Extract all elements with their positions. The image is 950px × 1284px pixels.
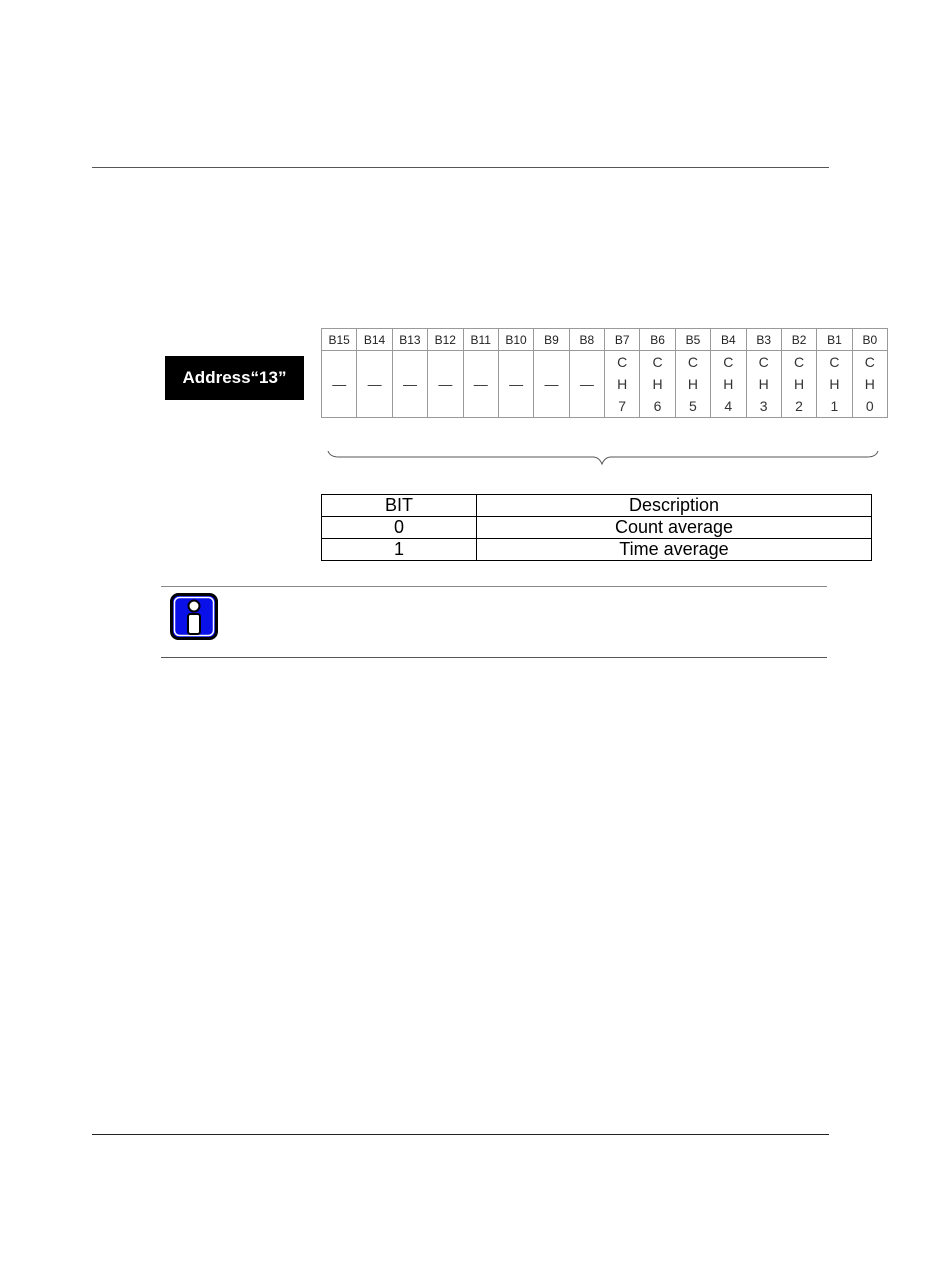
description-header-row [322,495,872,517]
reserved-mark: — [473,376,488,392]
channel-bit [746,351,781,418]
bit-header: B10 [498,329,533,351]
channel-letter-h: H [617,376,628,392]
top-rule [92,167,829,168]
bit-column-header: BIT [322,495,477,517]
channel-number: 4 [724,398,733,414]
bit-header: B2 [781,329,816,351]
channel-letter-c: C [687,354,698,370]
channel-letter-h: H [829,376,840,392]
channel-letter-c: C [829,354,840,370]
channel-letter-h: H [794,376,805,392]
bit-register-table [321,328,888,418]
bit-header: B3 [746,329,781,351]
bit-header: B1 [817,329,852,351]
reserved-mark: — [544,376,559,392]
bit-header-row [322,329,888,351]
note-bottom-rule [161,657,827,658]
channel-bit [852,351,887,418]
channel-letter-c: C [864,354,875,370]
channel-letter-c: C [758,354,769,370]
channel-bit [640,351,675,418]
channel-bit [781,351,816,418]
reserved-mark: — [438,376,453,392]
channel-letter-c: C [652,354,663,370]
channel-number: 7 [618,398,627,414]
info-icon [170,593,218,640]
note-top-rule [161,586,827,587]
bit-cell: 1 [322,539,477,561]
table-row [322,539,872,561]
reserved-bit [569,351,604,418]
reserved-bit [534,351,569,418]
channel-bit [711,351,746,418]
channel-letter-h: H [652,376,663,392]
reserved-mark: — [367,376,382,392]
channel-bit [675,351,710,418]
reserved-bit [392,351,427,418]
bit-description-table [321,494,872,561]
channel-letter-h: H [723,376,734,392]
channel-number: 2 [795,398,803,414]
channel-letter-c: C [794,354,805,370]
bit-header: B8 [569,329,604,351]
channel-letter-h: H [864,376,875,392]
bit-header: B6 [640,329,675,351]
channel-number: 5 [689,398,697,414]
reserved-mark: — [509,376,524,392]
description-column-header: Description [477,495,872,517]
channel-bit [605,351,640,418]
description-cell: Count average [477,517,872,539]
bit-header: B9 [534,329,569,351]
table-row [322,517,872,539]
channel-letter-h: H [687,376,698,392]
bottom-rule [92,1134,829,1135]
reserved-mark: — [332,376,347,392]
bit-header: B15 [322,329,357,351]
reserved-mark: — [402,376,417,392]
channel-letter-c: C [723,354,734,370]
channel-number: 3 [759,398,768,414]
channel-letter-h: H [758,376,769,392]
channel-number: 6 [653,398,662,414]
channel-number: 0 [865,398,874,414]
bit-header: B12 [428,329,463,351]
bit-header: B4 [711,329,746,351]
address-label: Address“13” [165,356,304,400]
bit-header: B5 [675,329,710,351]
bit-header: B7 [605,329,640,351]
brace-connector [327,447,879,467]
reserved-bit [463,351,498,418]
channel-letter-c: C [617,354,628,370]
bit-header: B13 [392,329,427,351]
reserved-bit [357,351,392,418]
bit-header: B11 [463,329,498,351]
bit-cell: 0 [322,517,477,539]
reserved-bit [428,351,463,418]
channel-number: 1 [830,398,839,414]
reserved-bit [322,351,357,418]
channel-bit [817,351,852,418]
reserved-bit [498,351,533,418]
bit-value-row [322,351,888,418]
bit-header: B0 [852,329,887,351]
bit-header: B14 [357,329,392,351]
description-cell: Time average [477,539,872,561]
reserved-mark: — [579,376,594,392]
